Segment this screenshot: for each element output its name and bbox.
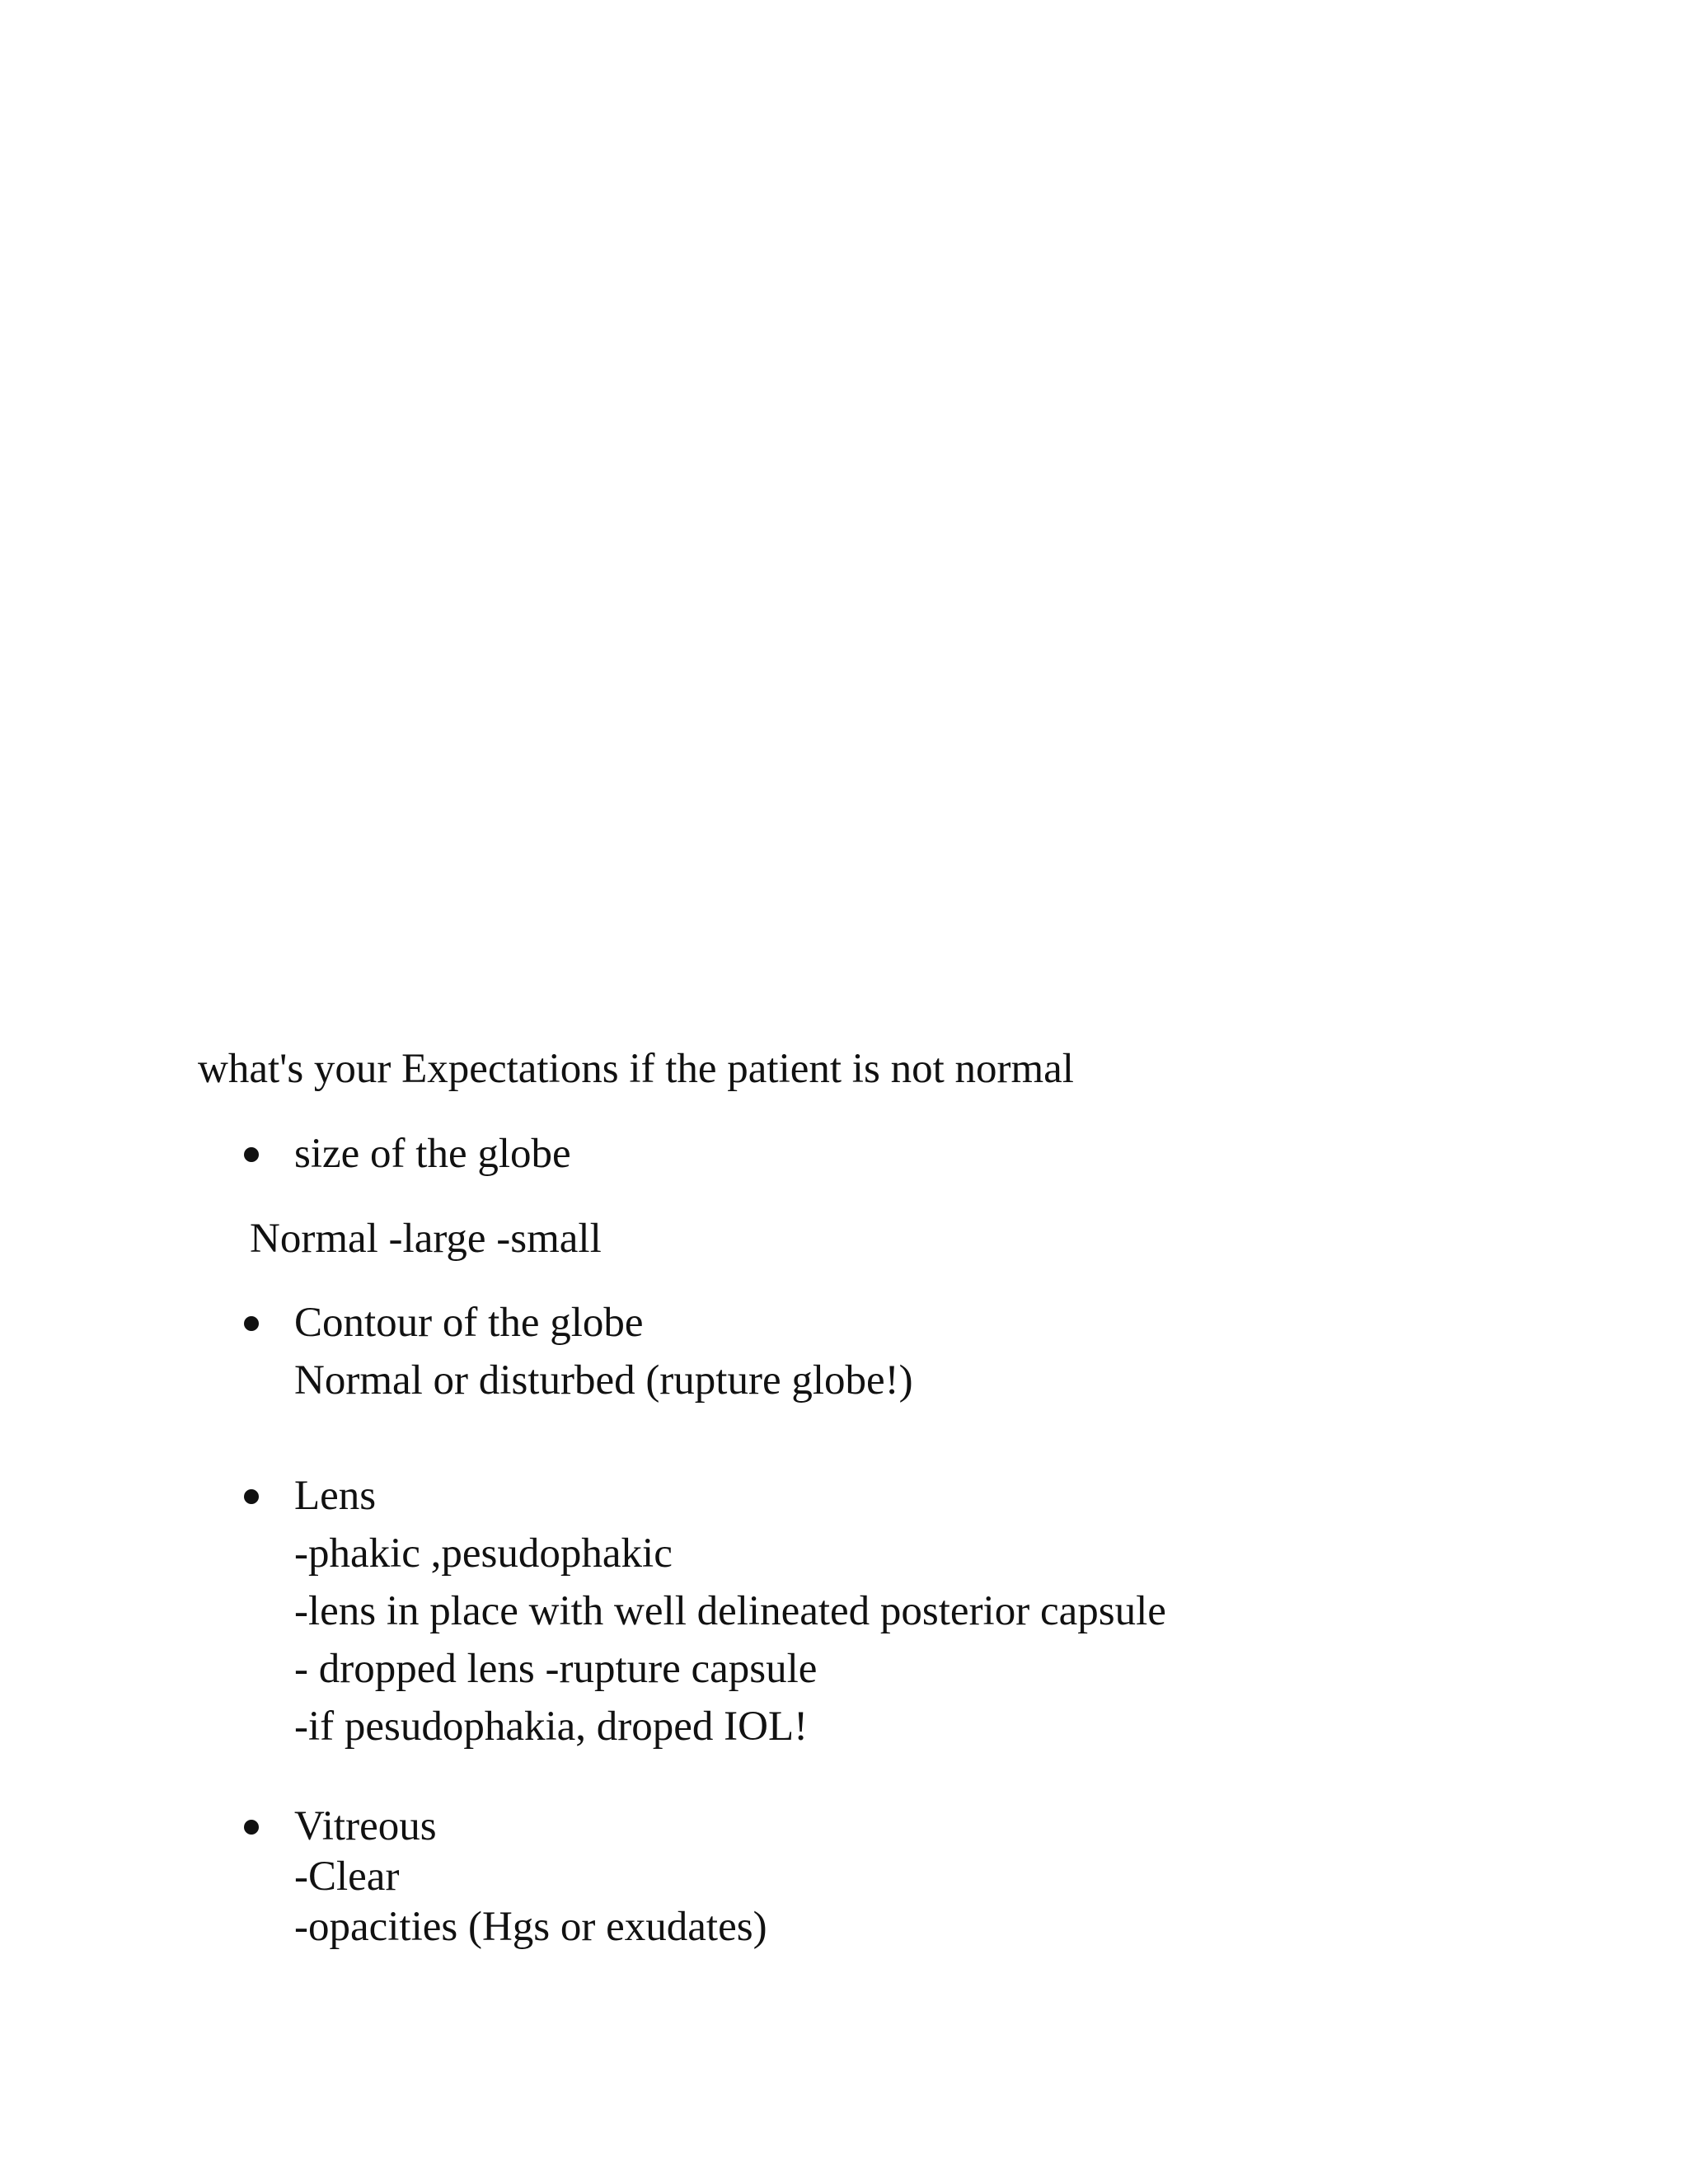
vitreous-detail-line: -Clear [294,1854,400,1900]
section-title-lens: Lens [294,1473,377,1519]
section-title-contour: Contour of the globe [294,1300,644,1346]
lens-detail-line: -phakic ,pesudophakic [294,1530,673,1577]
lens-detail-line: -lens in place with well delineated posterior capsule [294,1588,1166,1634]
section-title-size: size of the globe [294,1131,571,1177]
vitreous-detail-line: -opacities (Hgs or exudates) [294,1904,767,1950]
section-title-vitreous: Vitreous [294,1803,437,1849]
bullet-icon [244,1489,259,1504]
page-heading: what's your Expectations if the patient is not normal [198,1046,1074,1092]
bullet-icon [244,1316,259,1331]
lens-detail-line: -if pesudophakia, droped IOL! [294,1704,809,1750]
bullet-icon [244,1147,259,1162]
size-options-note: Normal -large -small [250,1216,602,1262]
bullet-icon [244,1820,259,1835]
contour-detail-line: Normal or disturbed (rupture globe!) [294,1357,913,1404]
lens-detail-line: - dropped lens -rupture capsule [294,1646,818,1692]
